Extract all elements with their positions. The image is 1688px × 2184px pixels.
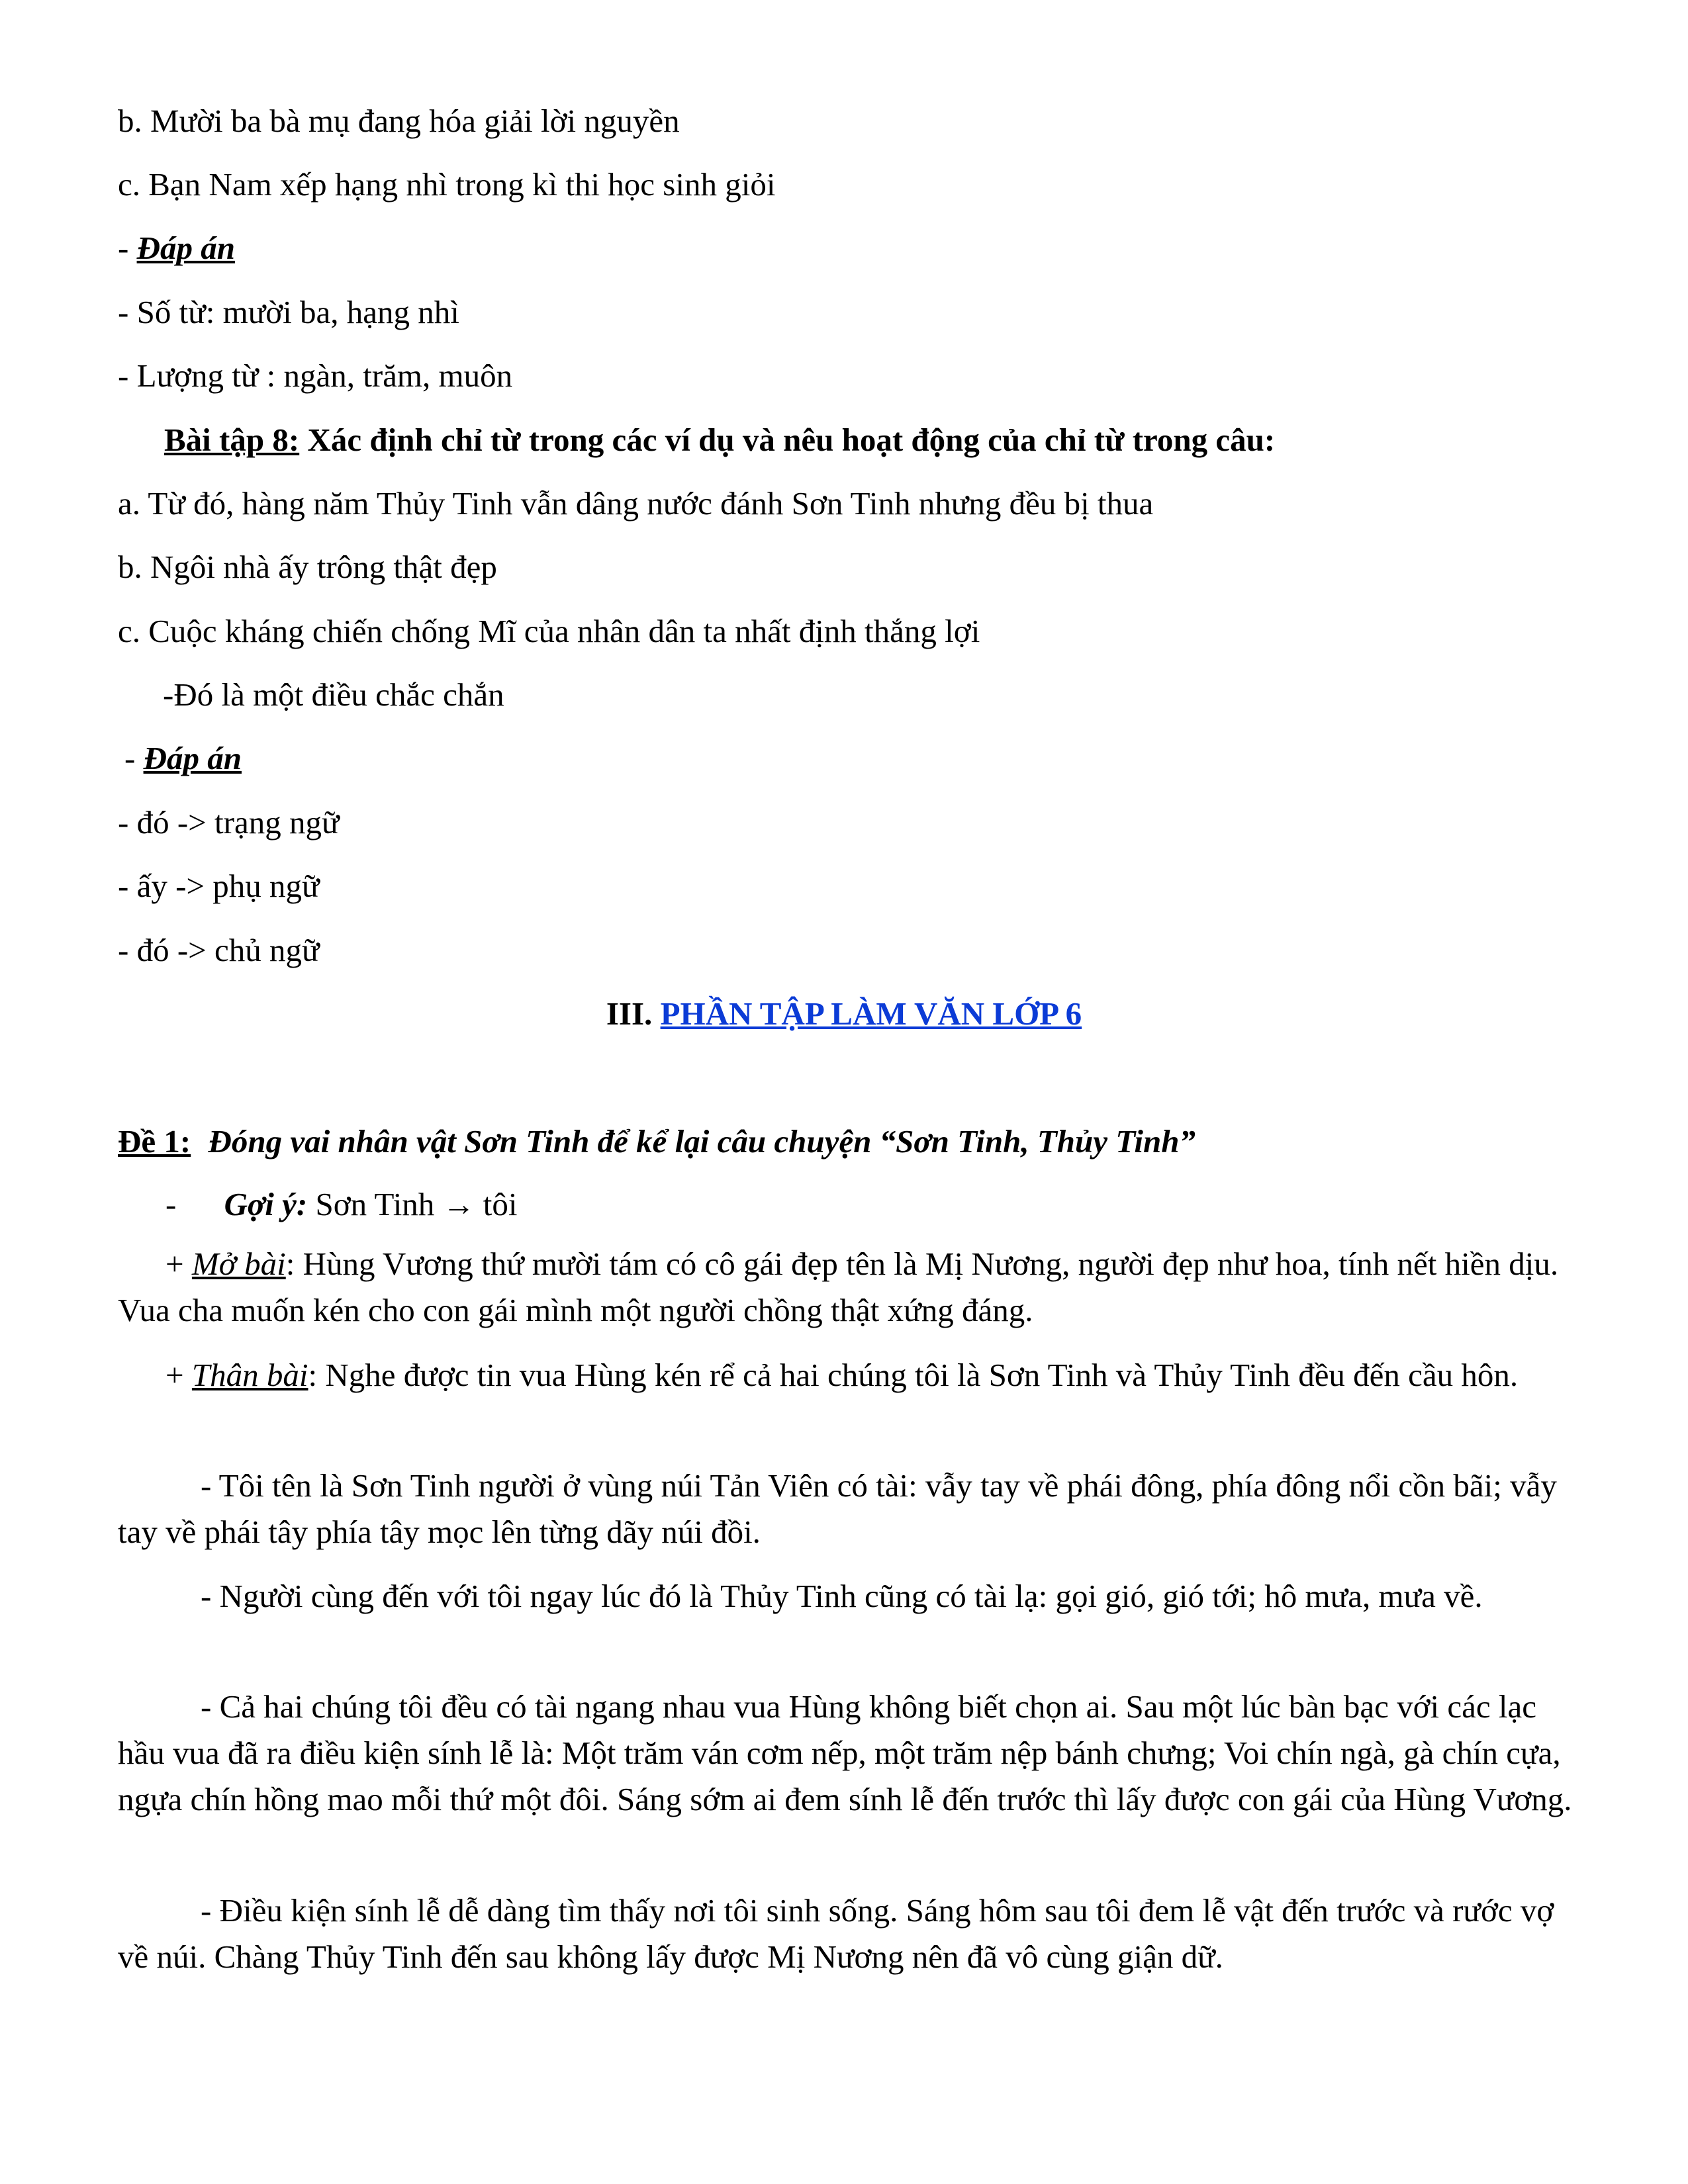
paragraph	[118, 1241, 1574, 1334]
text-line: - Số từ: mười ba, hạng nhì	[118, 294, 459, 330]
paragraph-label: Mở bài	[191, 1246, 286, 1282]
section-heading	[0, 997, 1688, 1030]
exercise-label: Bài tập 8:	[164, 422, 300, 458]
text-line: b. Mười ba bà mụ đang hóa giải lời nguyền	[118, 103, 680, 139]
paragraph: - Người cùng đến với tôi ngay lúc đó là Thủy Tinh cũng có tài lạ: gọi gió, gió tới; hô mưa, mưa về.	[201, 1578, 1483, 1614]
topic-heading	[118, 1125, 1196, 1158]
paragraph-label: Thân bài	[191, 1357, 308, 1393]
paragraph-text: : Nghe được tin vua Hùng kén rể cả hai chúng tôi là Sơn Tinh và Thủy Tinh đều đến cầu hôn.	[308, 1357, 1519, 1393]
answer-label: Đáp án	[143, 740, 242, 776]
dash: -	[165, 1186, 177, 1222]
text-line: a. Từ đó, hàng năm Thủy Tinh vẫn dâng nước đánh Sơn Tinh nhưng đều bị thua	[118, 485, 1154, 522]
paragraph-text: : Hùng Vương thứ mười tám có cô gái đẹp tên là Mị Nương, người đẹp như hoa, tính nết hiền dịu. Vua cha muốn kén cho con gái mình một người chồng thật xứng đáng.	[118, 1246, 1559, 1328]
text-line: b. Ngôi nhà ấy trông thật đẹp	[118, 549, 497, 585]
exercise-heading	[164, 424, 1275, 456]
section-title-link[interactable]: PHẦN TẬP LÀM VĂN LỚP 6	[660, 995, 1082, 1032]
paragraph	[118, 1352, 1574, 1398]
answer-heading	[124, 742, 242, 774]
hint-line	[165, 1188, 518, 1220]
text-line: - đó -> chủ ngữ	[118, 932, 320, 968]
plus-marker: +	[165, 1246, 192, 1282]
answer-heading	[118, 232, 235, 264]
paragraph: - Điều kiện sính lễ dễ dàng tìm thấy nơi tôi sinh sống. Sáng hôm sau tôi đem lễ vật đến trước và rước vợ về núi. Chàng Thủy Tinh đến sau không lấy được Mị Nương nên đã vô cùng giận dữ.	[118, 1892, 1554, 1975]
hint-text: Sơn Tinh → tôi	[307, 1186, 518, 1222]
paragraph: - Cả hai chúng tôi đều có tài ngang nhau vua Hùng không biết chọn ai. Sau một lúc bàn bạc với các lạc hầu vua đã ra điều kiện sính lễ là: Một trăm ván cơm nếp, một trăm nệp bánh chưng; Voi chín ngà, gà chín cựa, ngựa chín hồng mao mỗi thứ một đôi. Sáng sớm ai đem sính lễ đến trước thì lấy được con gái của Hùng Vương.	[118, 1688, 1572, 1817]
text-line: - Lượng từ : ngàn, trăm, muôn	[118, 357, 513, 394]
topic-label: Đề 1:	[118, 1123, 191, 1160]
dash: -	[118, 230, 137, 266]
text-line: c. Cuộc kháng chiến chống Mĩ của nhân dân ta nhất định thắng lợi	[118, 613, 980, 649]
text-line: - ấy -> phụ ngữ	[118, 868, 320, 904]
text-line: c. Bạn Nam xếp hạng nhì trong kì thi học sinh giỏi	[118, 166, 776, 203]
plus-marker: +	[165, 1357, 192, 1393]
dash: -	[124, 740, 144, 776]
paragraph: - Tôi tên là Sơn Tinh người ở vùng núi Tản Viên có tài: vẫy tay về phái đông, phía đông nổi cồn bãi; vẫy tay về phái tây phía tây mọc lên từng dãy núi đồi.	[118, 1467, 1557, 1550]
topic-text: Đóng vai nhân vật Sơn Tinh để kể lại câu chuyện “Sơn Tinh, Thủy Tinh”	[208, 1123, 1196, 1160]
section-number: III.	[606, 995, 661, 1032]
exercise-text: Xác định chỉ từ trong các ví dụ và nêu hoạt động của chỉ từ trong câu:	[299, 422, 1276, 458]
text-line: -Đó là một điều chắc chắn	[163, 676, 504, 713]
hint-label: Gợi ý:	[224, 1186, 308, 1222]
text-line: - đó -> trạng ngữ	[118, 804, 340, 841]
answer-label: Đáp án	[136, 230, 235, 266]
